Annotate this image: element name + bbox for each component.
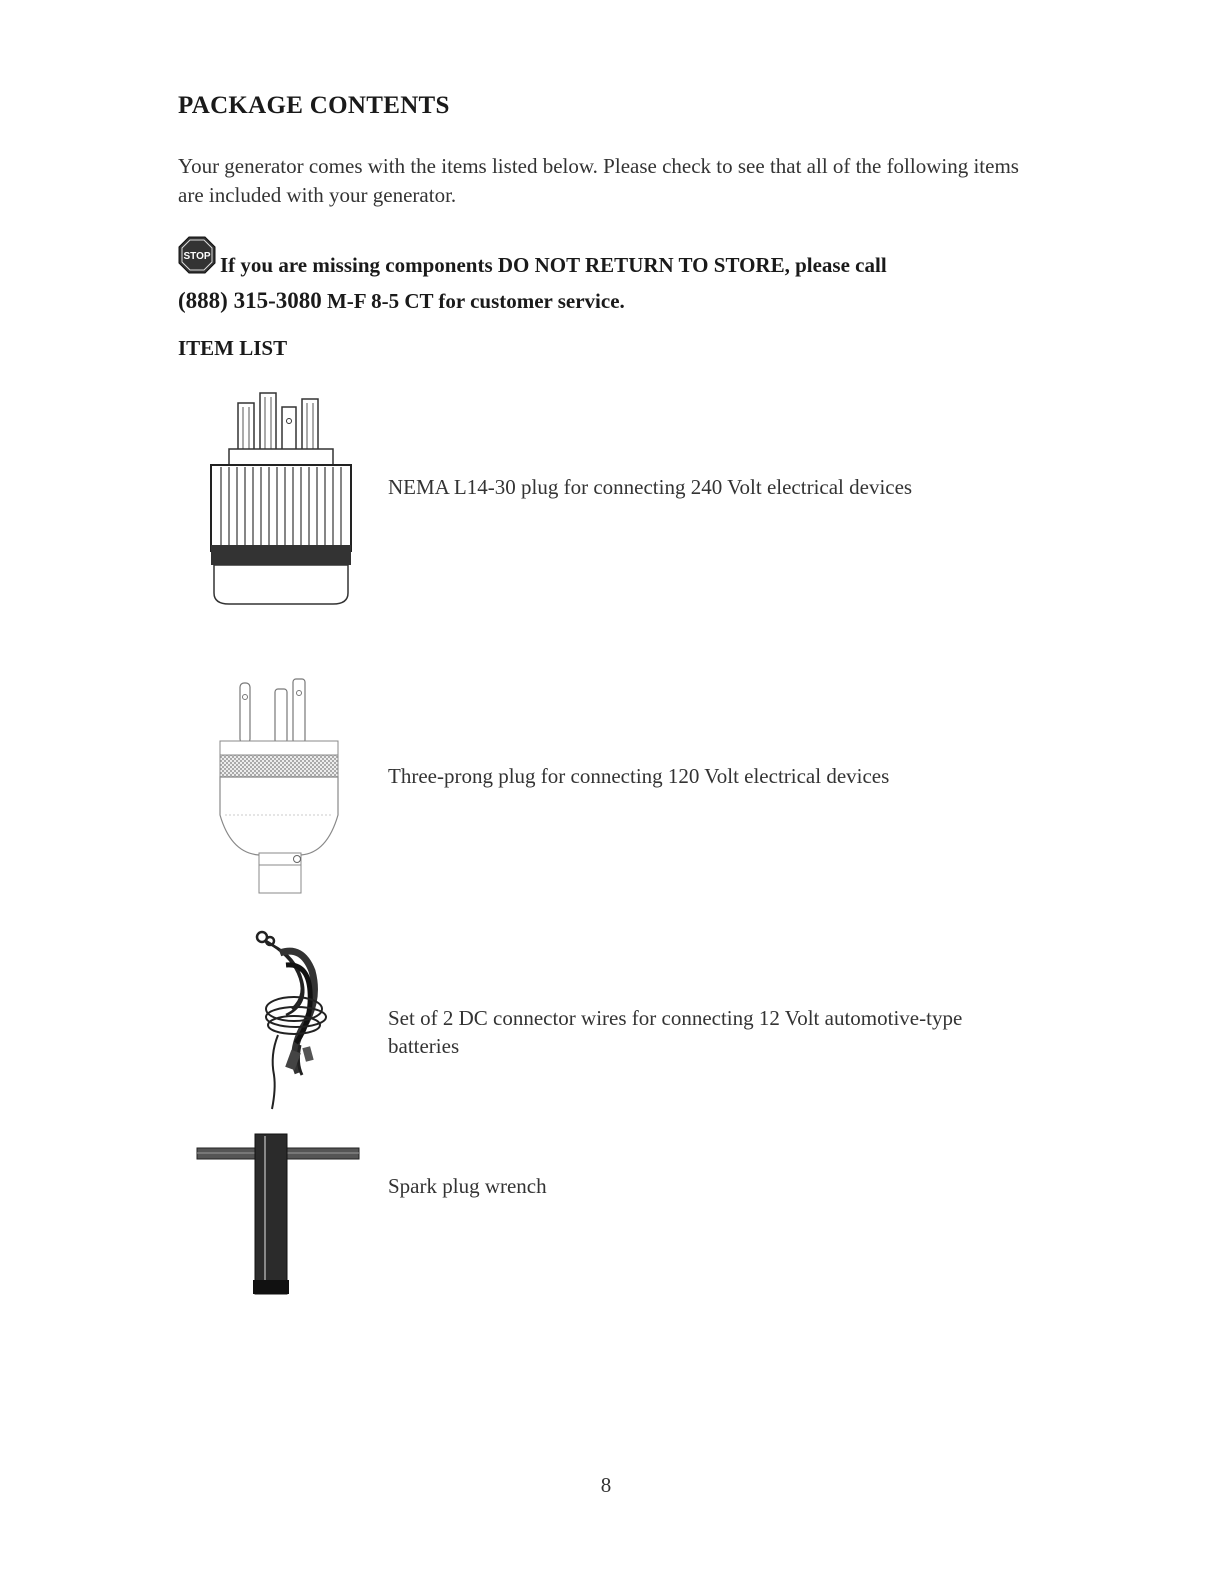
dc-wires-icon	[250, 925, 340, 1120]
item-description: Three-prong plug for connecting 120 Volt electrical devices	[388, 764, 890, 788]
list-item	[0, 385, 1224, 625]
intro-paragraph: Your generator comes with the items listed below. Please check to see that all of the following items are included with your generator.	[178, 154, 1019, 207]
notice-line-2: M-F 8-5 CT for customer service.	[321, 289, 625, 313]
item-list-title: ITEM LIST	[178, 336, 288, 360]
item-description: Set of 2 DC connector wires for connecting 12 Volt automotive-type batteries	[388, 1006, 963, 1058]
page-title: PACKAGE CONTENTS	[178, 92, 450, 119]
item-description: Spark plug wrench	[388, 1174, 547, 1198]
three-prong-plug-icon	[215, 675, 345, 905]
stop-sign-icon	[178, 236, 216, 284]
list-item	[0, 925, 1224, 1115]
list-item	[0, 1130, 1224, 1300]
page-number: 8	[600, 1473, 612, 1497]
list-item	[0, 675, 1224, 900]
customer-service-phone: (888) 315-3080	[178, 288, 322, 313]
spark-plug-wrench-icon	[195, 1130, 363, 1305]
notice-line-1: If you are missing components DO NOT RETURN TO STORE, please call	[220, 253, 887, 277]
missing-components-notice	[178, 236, 1058, 318]
l14-30-plug-icon	[205, 385, 355, 615]
item-description: NEMA L14-30 plug for connecting 240 Volt electrical devices	[388, 475, 913, 499]
svg-text:STOP: STOP	[183, 251, 211, 262]
